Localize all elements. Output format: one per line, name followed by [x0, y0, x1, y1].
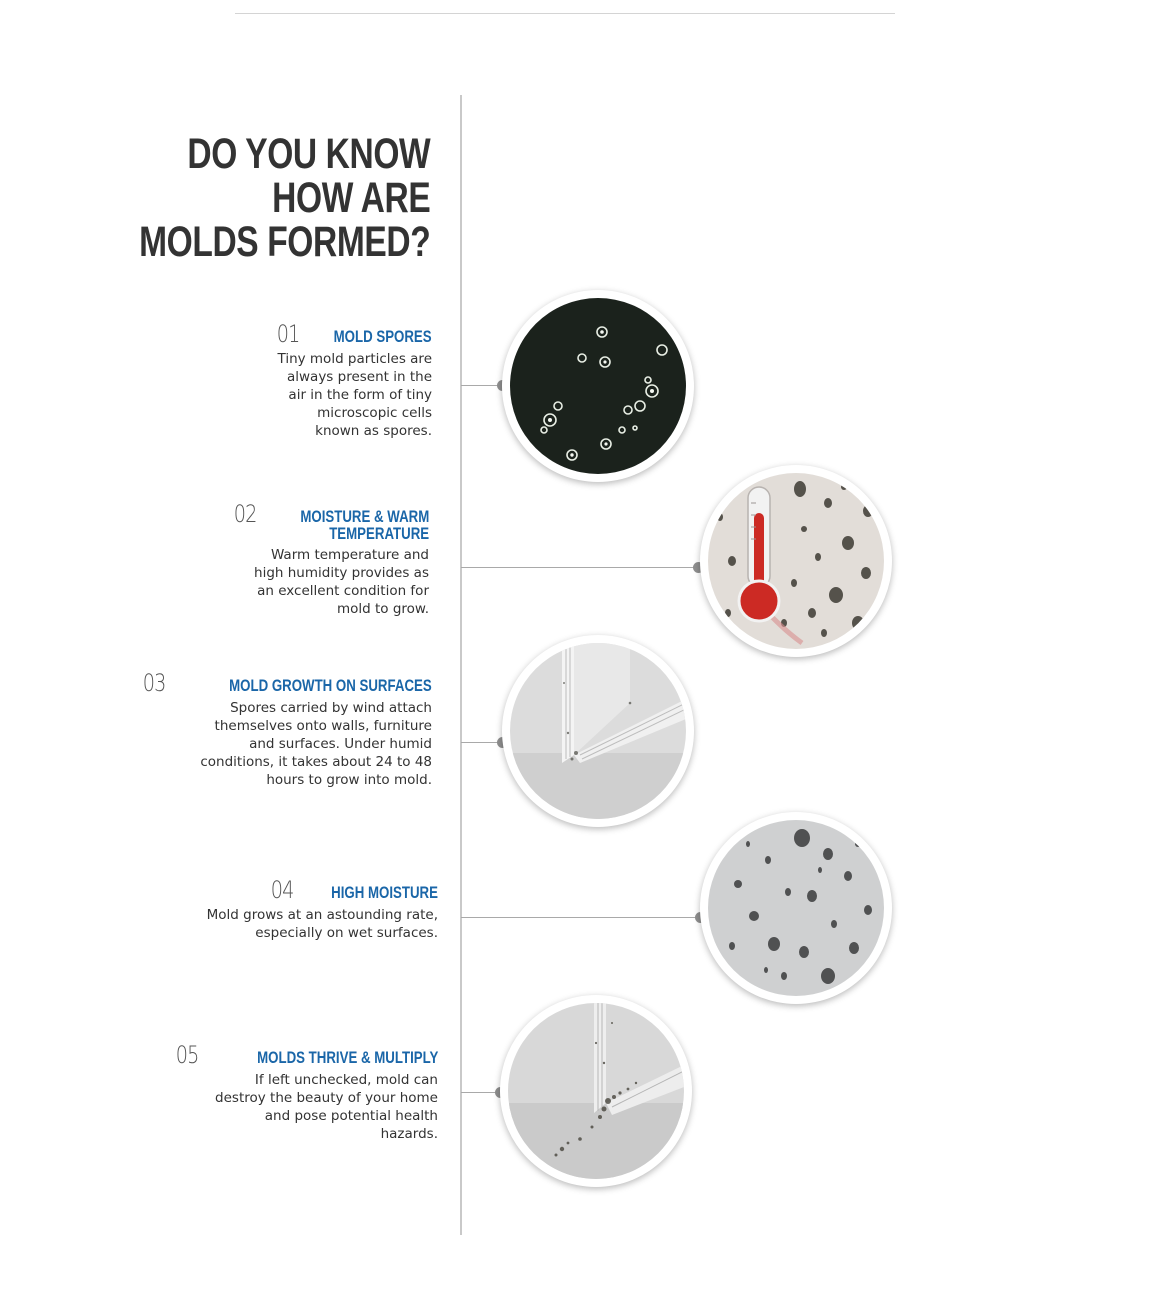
step-number: 01 — [276, 320, 300, 348]
title-line-1: DO YOU KNOW — [187, 130, 430, 178]
step-label: MOISTURE & WARM — [300, 507, 429, 526]
step-description — [170, 1071, 438, 1143]
step-04-connector — [461, 917, 701, 918]
desc-line: If left unchecked, mold can — [254, 1072, 438, 1088]
desc-line: especially on wet surfaces. — [255, 925, 438, 941]
step-number: 02 — [233, 500, 257, 528]
desc-line: themselves onto walls, furniture — [214, 718, 432, 734]
desc-line: hazards. — [380, 1126, 438, 1142]
desc-line: air in the form of tiny — [288, 387, 432, 403]
step-02-image — [700, 465, 892, 657]
desc-line: destroy the beauty of your home — [215, 1090, 438, 1106]
step-heading — [170, 1041, 438, 1069]
spores-icon — [510, 298, 686, 474]
desc-line: an excellent condition for — [257, 583, 429, 599]
top-divider — [235, 13, 895, 14]
step-number: 04 — [271, 876, 294, 904]
step-label: MOLD GROWTH ON SURFACES — [229, 676, 432, 695]
step-label: MOLD SPORES — [334, 327, 432, 346]
step-number: 05 — [175, 1041, 199, 1069]
step-01-text — [271, 320, 432, 440]
thermometer-icon — [708, 473, 884, 649]
page-title — [139, 132, 430, 264]
step-02-connector — [461, 567, 699, 568]
desc-line: and pose potential health — [264, 1108, 438, 1124]
step-heading — [137, 669, 432, 697]
step-label-2: TEMPERATURE — [329, 524, 429, 543]
desc-line: Spores carried by wind attach — [230, 700, 432, 716]
step-heading — [207, 876, 438, 904]
desc-line: mold to grow. — [336, 601, 429, 617]
title-line-2: HOW ARE — [271, 174, 430, 222]
step-description — [228, 546, 429, 618]
step-03-image — [502, 635, 694, 827]
desc-line: Tiny mold particles are — [277, 351, 432, 367]
step-label: HIGH MOISTURE — [331, 883, 438, 902]
step-description — [137, 699, 432, 789]
step-01-image — [502, 290, 694, 482]
desc-line: microscopic cells — [317, 405, 432, 421]
step-label: MOLDS THRIVE & MULTIPLY — [256, 1048, 438, 1067]
title-line-3: MOLDS FORMED? — [138, 218, 430, 266]
wall-corner-icon — [510, 643, 686, 819]
desc-line: and surfaces. Under humid — [249, 736, 432, 752]
desc-line: Warm temperature and — [270, 547, 429, 563]
desc-line: conditions, it takes about 24 to 48 — [200, 754, 432, 770]
desc-line: always present in the — [286, 369, 432, 385]
step-description — [207, 906, 438, 942]
timeline-line — [460, 95, 462, 1235]
step-description — [271, 350, 432, 440]
step-04-image — [700, 812, 892, 1004]
step-05-image — [500, 995, 692, 1187]
desc-line: known as spores. — [315, 423, 432, 439]
moldy-corner-icon — [508, 1003, 684, 1179]
step-05-text — [170, 1041, 438, 1143]
desc-line: high humidity provides as — [254, 565, 429, 581]
step-heading — [271, 320, 432, 348]
step-number: 03 — [142, 669, 166, 697]
water-droplets-icon — [708, 820, 884, 996]
desc-line: hours to grow into mold. — [266, 772, 432, 788]
step-03-text — [137, 669, 432, 789]
step-04-text — [207, 876, 438, 942]
desc-line: Mold grows at an astounding rate, — [206, 907, 438, 923]
step-02-text — [228, 500, 429, 618]
